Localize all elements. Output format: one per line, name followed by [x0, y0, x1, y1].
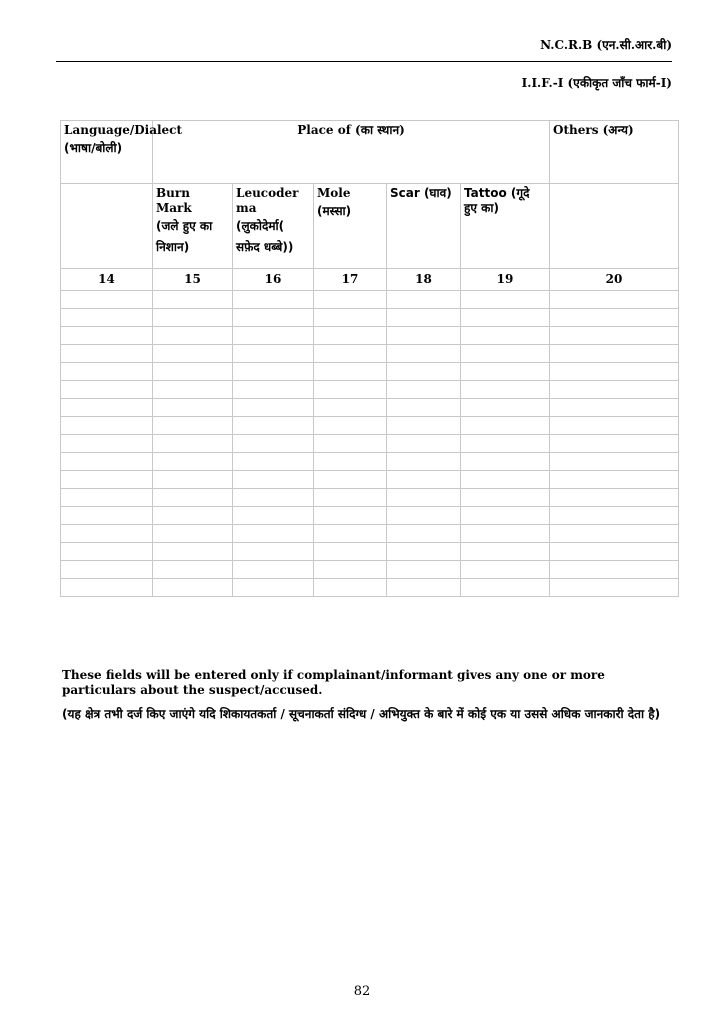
- blank-cell: [461, 291, 550, 309]
- blank-cell: [61, 525, 153, 543]
- col-number: 16: [233, 269, 314, 291]
- blank-cell: [314, 579, 387, 597]
- col-number: 17: [314, 269, 387, 291]
- table-row: [61, 453, 679, 471]
- table-row: [61, 363, 679, 381]
- blank-cell: [314, 489, 387, 507]
- blank-cell: [550, 489, 679, 507]
- blank-cell: [153, 471, 233, 489]
- blank-cell: [153, 291, 233, 309]
- blank-cell: [461, 579, 550, 597]
- blank-cell: [233, 507, 314, 525]
- blank-cell: [233, 471, 314, 489]
- table-row: [61, 417, 679, 435]
- table-row: [61, 579, 679, 597]
- leucoderma-hi: (लुकोदेर्मा( सफ़ेद धब्बे)): [236, 219, 294, 254]
- blank-cell: [387, 381, 461, 399]
- blank-cell: [233, 291, 314, 309]
- blank-cell: [314, 525, 387, 543]
- blank-cell: [550, 561, 679, 579]
- blank-cell: [61, 471, 153, 489]
- blank-cell: [387, 435, 461, 453]
- table-row: [61, 291, 679, 309]
- blank-cell: [550, 381, 679, 399]
- blank-cell: [233, 561, 314, 579]
- blank-cell: [153, 579, 233, 597]
- blank-cell: [61, 417, 153, 435]
- table-row: [61, 345, 679, 363]
- blank-cell: [314, 291, 387, 309]
- blank-cell: [233, 399, 314, 417]
- blank-cell: [461, 435, 550, 453]
- header-others: Others (अन्य): [550, 121, 679, 184]
- blank-cell: [461, 327, 550, 345]
- blank-cell: [550, 435, 679, 453]
- blank-cell: [61, 435, 153, 453]
- blank-cell: [461, 561, 550, 579]
- blank-cell: [550, 453, 679, 471]
- table-row: [61, 435, 679, 453]
- blank-cell: [61, 453, 153, 471]
- burn-mark-en: Burn Mark: [156, 186, 192, 215]
- blank-cell: [387, 399, 461, 417]
- blank-cell: [550, 345, 679, 363]
- header-rule: [56, 61, 672, 62]
- blank-cell: [314, 381, 387, 399]
- blank-cell: [461, 309, 550, 327]
- note-hindi: (यह क्षेत्र तभी दर्ज किए जाएंगे यदि शिकायतकर्ता / सूचनाकर्ता संदिग्ध / अभियुक्त के बारे में कोई एक या उससे अधिक जानकारी देता है): [62, 707, 661, 721]
- blank-cell: [550, 309, 679, 327]
- mole-en: Mole: [317, 186, 351, 200]
- blank-cell: [461, 453, 550, 471]
- blank-cell: [461, 381, 550, 399]
- blank-cell: [233, 579, 314, 597]
- blank-cell: [461, 417, 550, 435]
- leucoderma-en: Leucoderma: [236, 186, 299, 215]
- blank-cell: [550, 471, 679, 489]
- blank-cell: [461, 345, 550, 363]
- table-row: [61, 309, 679, 327]
- blank-cell: [153, 561, 233, 579]
- blank-cell: [233, 489, 314, 507]
- blank-cell: [314, 417, 387, 435]
- blank-cell: [387, 363, 461, 381]
- blank-cell: [461, 507, 550, 525]
- blank-cell: [550, 291, 679, 309]
- blank-cell: [461, 543, 550, 561]
- blank-cell: [550, 525, 679, 543]
- subheader-leucoderma: [233, 184, 314, 269]
- blank-cell: [233, 453, 314, 471]
- subheader-burn-mark: [153, 184, 233, 269]
- blank-cell: [153, 543, 233, 561]
- header-language: [61, 121, 183, 184]
- table-row: [61, 561, 679, 579]
- blank-cell: [233, 417, 314, 435]
- blank-cell: [233, 345, 314, 363]
- blank-cell: [153, 453, 233, 471]
- blank-cell: [61, 579, 153, 597]
- blank-cell: [550, 363, 679, 381]
- col-number: 19: [461, 269, 550, 291]
- particulars-table: [60, 120, 679, 597]
- blank-cell: [314, 345, 387, 363]
- header-place-of: Place of (का स्थान): [153, 121, 550, 184]
- blank-cell: [61, 327, 153, 345]
- mole-hi: (मस्सा): [317, 204, 352, 218]
- org-header: N.C.R.B (एन.सी.आर.बी): [540, 38, 672, 52]
- burn-mark-hi: (जले हुए का निशान): [156, 219, 213, 254]
- blank-cell: [387, 507, 461, 525]
- blank-cell: [461, 471, 550, 489]
- blank-cell: [387, 453, 461, 471]
- col-number: 18: [387, 269, 461, 291]
- subheader-scar: Scar (घाव): [387, 184, 461, 269]
- language-label-hi: (भाषा/बोली): [64, 141, 123, 155]
- blank-cell: [314, 363, 387, 381]
- blank-cell: [233, 309, 314, 327]
- blank-cell: [153, 417, 233, 435]
- blank-cell: [550, 417, 679, 435]
- blank-cell: [387, 291, 461, 309]
- blank-cell: [61, 309, 153, 327]
- blank-cell: [387, 309, 461, 327]
- blank-cell: [61, 291, 153, 309]
- blank-cell: [153, 399, 233, 417]
- blank-cell: [61, 381, 153, 399]
- blank-cell: [387, 345, 461, 363]
- blank-cell: [461, 489, 550, 507]
- table-row: [61, 327, 679, 345]
- blank-cell: [550, 399, 679, 417]
- blank-cell: [314, 327, 387, 345]
- table-row: [61, 525, 679, 543]
- blank-cell: [314, 471, 387, 489]
- blank-cell: [61, 561, 153, 579]
- blank-cell: [153, 363, 233, 381]
- blank-cell: [233, 435, 314, 453]
- blank-cell: [314, 543, 387, 561]
- blank-cell: [461, 525, 550, 543]
- blank-cell: [233, 525, 314, 543]
- note-english: These fields will be entered only if complainant/informant gives any one or more particulars about the suspect/accused.: [62, 668, 605, 697]
- blank-cell: [387, 561, 461, 579]
- blank-cell: [61, 489, 153, 507]
- col-number: 20: [550, 269, 679, 291]
- blank-cell: [314, 399, 387, 417]
- page-number: 82: [353, 984, 371, 999]
- blank-cell: [153, 309, 233, 327]
- blank-cell: [461, 399, 550, 417]
- blank-cell: [387, 543, 461, 561]
- blank-cell: [387, 471, 461, 489]
- blank-cell: [314, 309, 387, 327]
- blank-cell: [61, 345, 153, 363]
- subheader-mole: [314, 184, 387, 269]
- blank-cell: [153, 345, 233, 363]
- col-number: 14: [61, 269, 153, 291]
- blank-cell: [387, 579, 461, 597]
- blank-cell: [314, 561, 387, 579]
- col-number: 15: [153, 269, 233, 291]
- blank-cell: [233, 327, 314, 345]
- table-row: [61, 381, 679, 399]
- blank-cell: [61, 399, 153, 417]
- blank-cell: [61, 363, 153, 381]
- blank-cell: [387, 525, 461, 543]
- blank-cell: [461, 363, 550, 381]
- table-row: [61, 399, 679, 417]
- blank-cell: [387, 417, 461, 435]
- blank-cell: [233, 363, 314, 381]
- blank-cell: [314, 507, 387, 525]
- language-label-en: Language/Dialect: [64, 123, 183, 137]
- blank-cell: [387, 489, 461, 507]
- subheader-tattoo: Tattoo (गूदे हुए का): [461, 184, 550, 269]
- blank-cell: [314, 435, 387, 453]
- table-row: [61, 507, 679, 525]
- blank-cell: [153, 489, 233, 507]
- blank-cell: [233, 543, 314, 561]
- blank-cell: [61, 507, 153, 525]
- blank-cell: [61, 543, 153, 561]
- blank-cell: [233, 381, 314, 399]
- blank-cell: [153, 525, 233, 543]
- blank-cell: [153, 435, 233, 453]
- blank-cell: [153, 507, 233, 525]
- header-others-empty: [550, 184, 679, 269]
- blank-cell: [550, 327, 679, 345]
- blank-cell: [550, 579, 679, 597]
- form-title: I.I.F.-I (एकीकृत जाँच फार्म-I): [521, 76, 672, 90]
- blank-cell: [550, 543, 679, 561]
- blank-cell: [153, 381, 233, 399]
- table-row: [61, 471, 679, 489]
- blank-cell: [153, 327, 233, 345]
- blank-cell: [387, 327, 461, 345]
- blank-cell: [314, 453, 387, 471]
- blank-cell: [550, 507, 679, 525]
- table-row: [61, 489, 679, 507]
- table-row: [61, 543, 679, 561]
- header-language-empty: [61, 184, 153, 269]
